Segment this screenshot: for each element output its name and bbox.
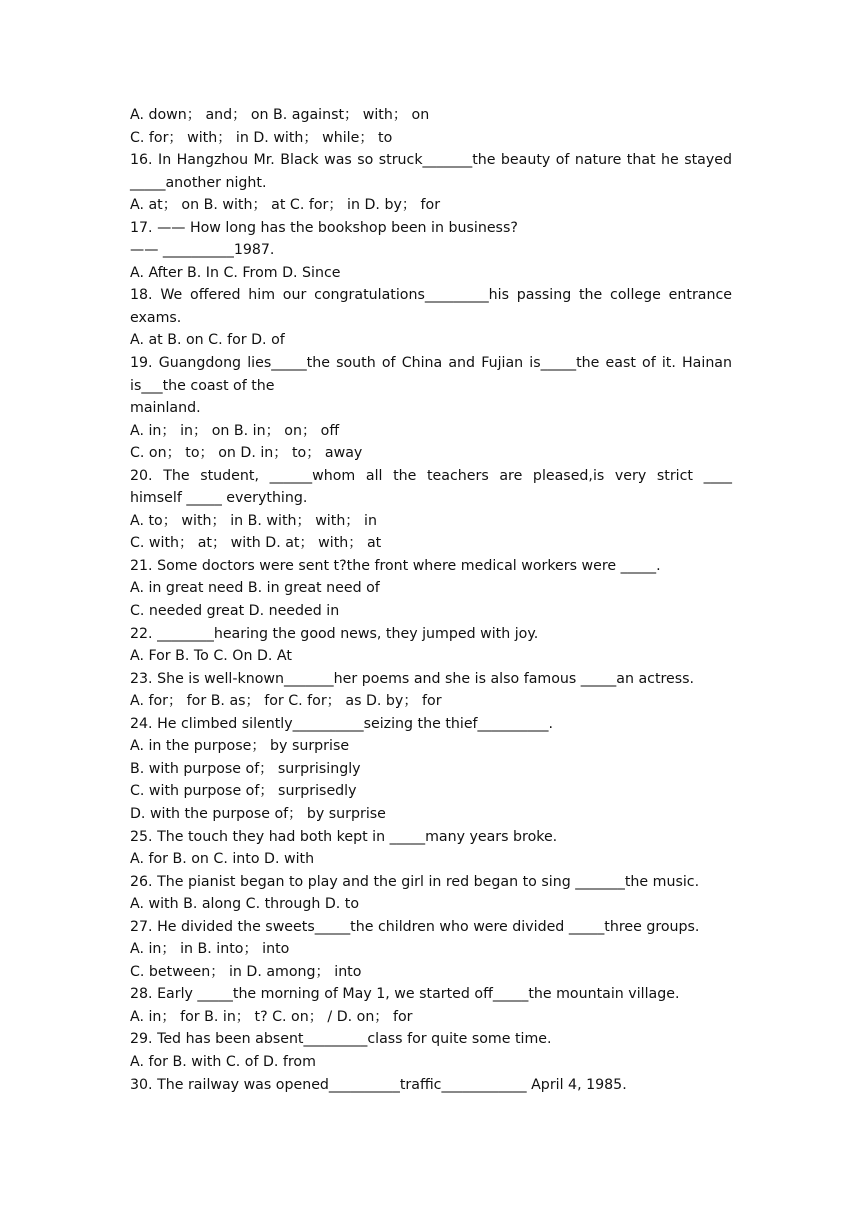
text-line: A. in； in B. into； into	[130, 941, 290, 958]
document-page	[130, 104, 732, 1096]
text-line: A. at B. on C. for D. of	[130, 332, 285, 349]
question-19: 19. Guangdong lies_____the south of China and Fujian is_____the east of it. Hainan	[130, 355, 732, 372]
text-line: D. with the purpose of； by surprise	[130, 805, 386, 822]
text-line: exams.	[130, 309, 182, 326]
text-line: A. in； in； on B. in； on； off	[130, 422, 340, 439]
text-line: is___the coast of the	[130, 377, 275, 394]
text-line: C. for； with； in D. with； while； to	[130, 129, 393, 146]
question-18: 18. We offered him our congratulations_________his passing the college entrance	[130, 287, 732, 304]
text-line: himself _____ everything.	[130, 490, 308, 507]
text-line: C. needed great D. needed in	[130, 603, 340, 620]
question-28: 28. Early _____the morning of May 1, we started off_____the mountain village.	[130, 986, 680, 1003]
text-line: A. down； and； on B. against； with； on	[130, 107, 430, 123]
question-25: 25. The touch they had both kept in _____many years broke.	[130, 828, 558, 845]
question-20: 20. The student, ______whom all the teachers are pleased,is very strict ____	[130, 467, 732, 484]
text-line: _____another night.	[130, 174, 267, 191]
text-line: A. in the purpose； by surprise	[130, 738, 350, 755]
question-17: 17. —— How long has the bookshop been in business?	[130, 219, 518, 236]
question-24: 24. He climbed silently__________seizing the thief__________.	[130, 715, 553, 732]
text-line: A. to； with； in B. with； with； in	[130, 512, 377, 529]
question-29: 29. Ted has been absent_________class for quite some time.	[130, 1031, 552, 1048]
text-line: C. with purpose of； surprisedly	[130, 783, 357, 800]
text-line: A. in great need B. in great need of	[130, 580, 380, 597]
text-line: C. with； at； with D. at； with； at	[130, 535, 382, 552]
text-line: A. for B. on C. into D. with	[130, 851, 315, 868]
text-line: A. with B. along C. through D. to	[130, 896, 360, 913]
text-line: C. on； to； on D. in； to； away	[130, 445, 363, 462]
question-21: 21. Some doctors were sent t?the front where medical workers were _____.	[130, 557, 661, 574]
question-27: 27. He divided the sweets_____the children who were divided _____three groups.	[130, 918, 700, 935]
text-line: A. for； for B. as； for C. for； as D. by； for	[130, 693, 442, 710]
question-23: 23. She is well-known_______her poems and she is also famous _____an actress.	[130, 670, 695, 687]
text-line: A. For B. To C. On D. At	[130, 648, 292, 665]
question-26: 26. The pianist began to play and the girl in red began to sing _______the music.	[130, 873, 700, 890]
question-16: 16. In Hangzhou Mr. Black was so struck_______the beauty of nature that he stayed	[130, 152, 732, 169]
text-line: —— __________1987.	[130, 242, 275, 259]
text-line: B. with purpose of； surprisingly	[130, 760, 361, 777]
text-line: A. at； on B. with； at C. for； in D. by； for	[130, 197, 441, 214]
text-line: A. in； for B. in； t? C. on； / D. on； for	[130, 1008, 413, 1025]
text-line: mainland.	[130, 400, 201, 417]
text-line: A. for B. with C. of D. from	[130, 1053, 316, 1070]
text-line: C. between； in D. among； into	[130, 963, 362, 980]
question-30: 30. The railway was opened__________traffic____________ April 4, 1985.	[130, 1076, 627, 1093]
text-line: A. After B. In C. From D. Since	[130, 264, 341, 281]
question-22: 22. ________hearing the good news, they jumped with joy.	[130, 625, 539, 642]
